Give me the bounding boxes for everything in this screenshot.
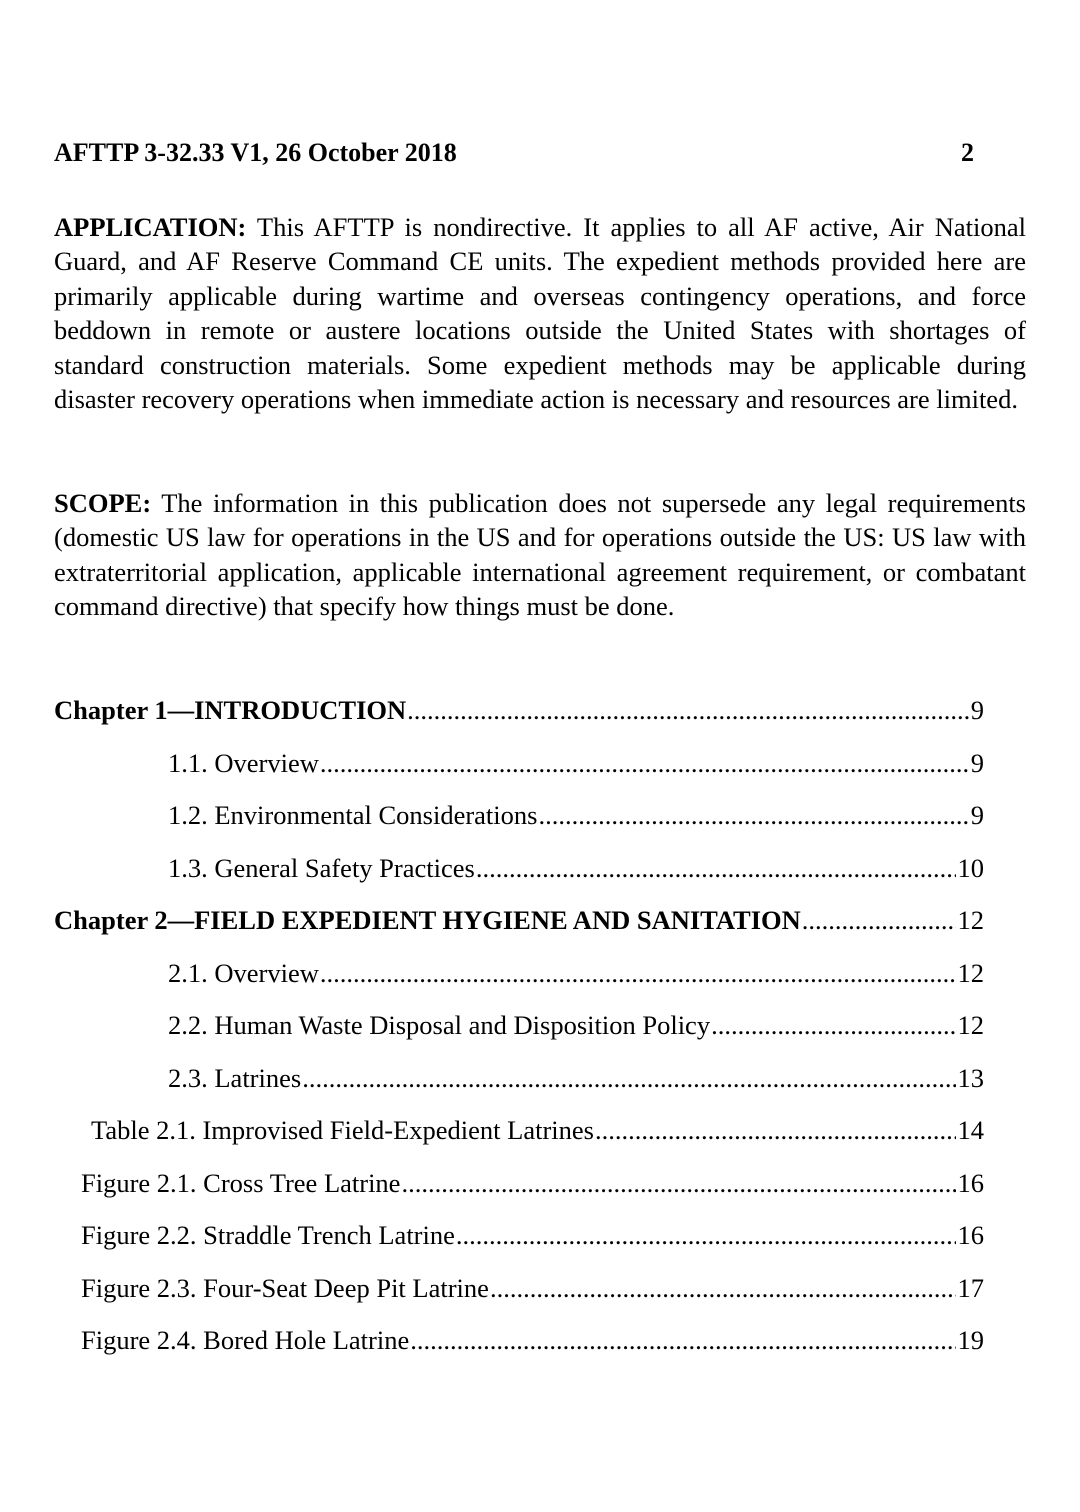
toc-leader-dots	[538, 795, 968, 835]
toc-leader-dots	[456, 1215, 956, 1255]
toc-entry-page: 9	[970, 800, 984, 830]
toc-leader-dots	[711, 1005, 955, 1045]
toc-leader-dots	[410, 1320, 955, 1360]
toc-entry-page: 17	[957, 1272, 984, 1303]
toc-leader-dots	[320, 743, 969, 783]
toc-entry-title: 2.1. Overview	[168, 957, 319, 988]
toc-entry-title: 1.1. Overview	[168, 747, 319, 778]
toc-entry-page: 9	[970, 747, 984, 778]
scope-text: The information in this publication does not supersede any legal requirements (domestic US law for operations in the US and for operations outside the US: US law with extraterritorial application, applicable international agreement requirement, or combatant command directive) that specify how things must be done.	[54, 488, 1026, 622]
toc-entry-1-3[interactable]	[54, 848, 984, 901]
toc-entry-title: Figure 2.3. Four-Seat Deep Pit Latrine	[81, 1272, 489, 1303]
toc-entry-title: 2.3. Latrines	[168, 1062, 302, 1093]
toc-entry-2-2[interactable]	[54, 1005, 984, 1058]
application-text: This AFTTP is nondirective. It applies to all AF active, Air National Guard, and AF Reserve Command CE units. The expedient methods provided here are primarily applicable during wartime and overseas contingency operations, and force beddown in remote or austere locations outside the United States with shortages of standard construction materials. Some expedient methods may be applicable during disaster recovery operations when immediate action is necessary and resources are limited.	[54, 212, 1026, 415]
toc-leader-dots	[401, 1163, 955, 1203]
document-id: AFTTP 3-32.33 V1, 26 October 2018	[54, 138, 457, 167]
toc-entry-figure-2-3[interactable]	[54, 1268, 984, 1321]
toc-leader-dots	[302, 1058, 955, 1098]
toc-entry-page: 10	[957, 852, 984, 883]
page-header	[54, 135, 974, 171]
toc-entry-page: 12	[957, 957, 984, 988]
toc-entry-figure-2-4[interactable]	[54, 1320, 984, 1373]
application-lead: APPLICATION:	[54, 212, 247, 242]
toc-entry-2-1[interactable]	[54, 953, 984, 1006]
toc-entry-title: Figure 2.1. Cross Tree Latrine	[81, 1167, 401, 1198]
table-of-contents	[54, 690, 984, 1373]
toc-entry-page: 13	[957, 1062, 984, 1093]
scope-paragraph	[54, 486, 1026, 624]
toc-entry-title: 2.2. Human Waste Disposal and Disposition Policy	[168, 1010, 711, 1040]
toc-entry-2-3[interactable]	[54, 1058, 984, 1111]
page-number: 2	[961, 138, 974, 167]
toc-entry-page: 12	[957, 905, 984, 935]
toc-entry-page: 16	[957, 1220, 984, 1250]
toc-entry-page: 16	[957, 1167, 984, 1198]
toc-entry-page: 12	[957, 1010, 984, 1040]
toc-leader-dots	[476, 848, 956, 888]
toc-entry-figure-2-2[interactable]	[54, 1215, 984, 1268]
toc-entry-title: Chapter 1—INTRODUCTION	[54, 695, 407, 725]
toc-entry-title: Chapter 2—FIELD EXPEDIENT HYGIENE AND SANITATION	[54, 905, 801, 935]
toc-entry-title: 1.3. General Safety Practices	[168, 852, 475, 883]
toc-entry-page: 14	[957, 1115, 984, 1145]
toc-entry-figure-2-1[interactable]	[54, 1163, 984, 1216]
scope-lead: SCOPE:	[54, 488, 152, 518]
toc-entry-page: 19	[957, 1325, 984, 1355]
toc-entry-chapter-1[interactable]	[54, 690, 984, 743]
toc-entry-title: Figure 2.2. Straddle Trench Latrine	[81, 1220, 455, 1250]
toc-entry-title: Table 2.1. Improvised Field-Expedient Latrines	[91, 1115, 594, 1145]
toc-entry-chapter-2[interactable]	[54, 900, 984, 953]
toc-leader-dots	[802, 900, 956, 940]
application-paragraph	[54, 210, 1026, 416]
toc-entry-table-2-1[interactable]	[54, 1110, 984, 1163]
toc-leader-dots	[320, 953, 956, 993]
toc-entry-title: Figure 2.4. Bored Hole Latrine	[81, 1325, 410, 1355]
toc-entry-title: 1.2. Environmental Considerations	[168, 800, 538, 830]
toc-entry-1-1[interactable]	[54, 743, 984, 796]
toc-leader-dots	[595, 1110, 956, 1150]
toc-entry-1-2[interactable]	[54, 795, 984, 848]
toc-leader-dots	[490, 1268, 956, 1308]
toc-leader-dots	[407, 690, 969, 730]
toc-entry-page: 9	[970, 695, 984, 725]
